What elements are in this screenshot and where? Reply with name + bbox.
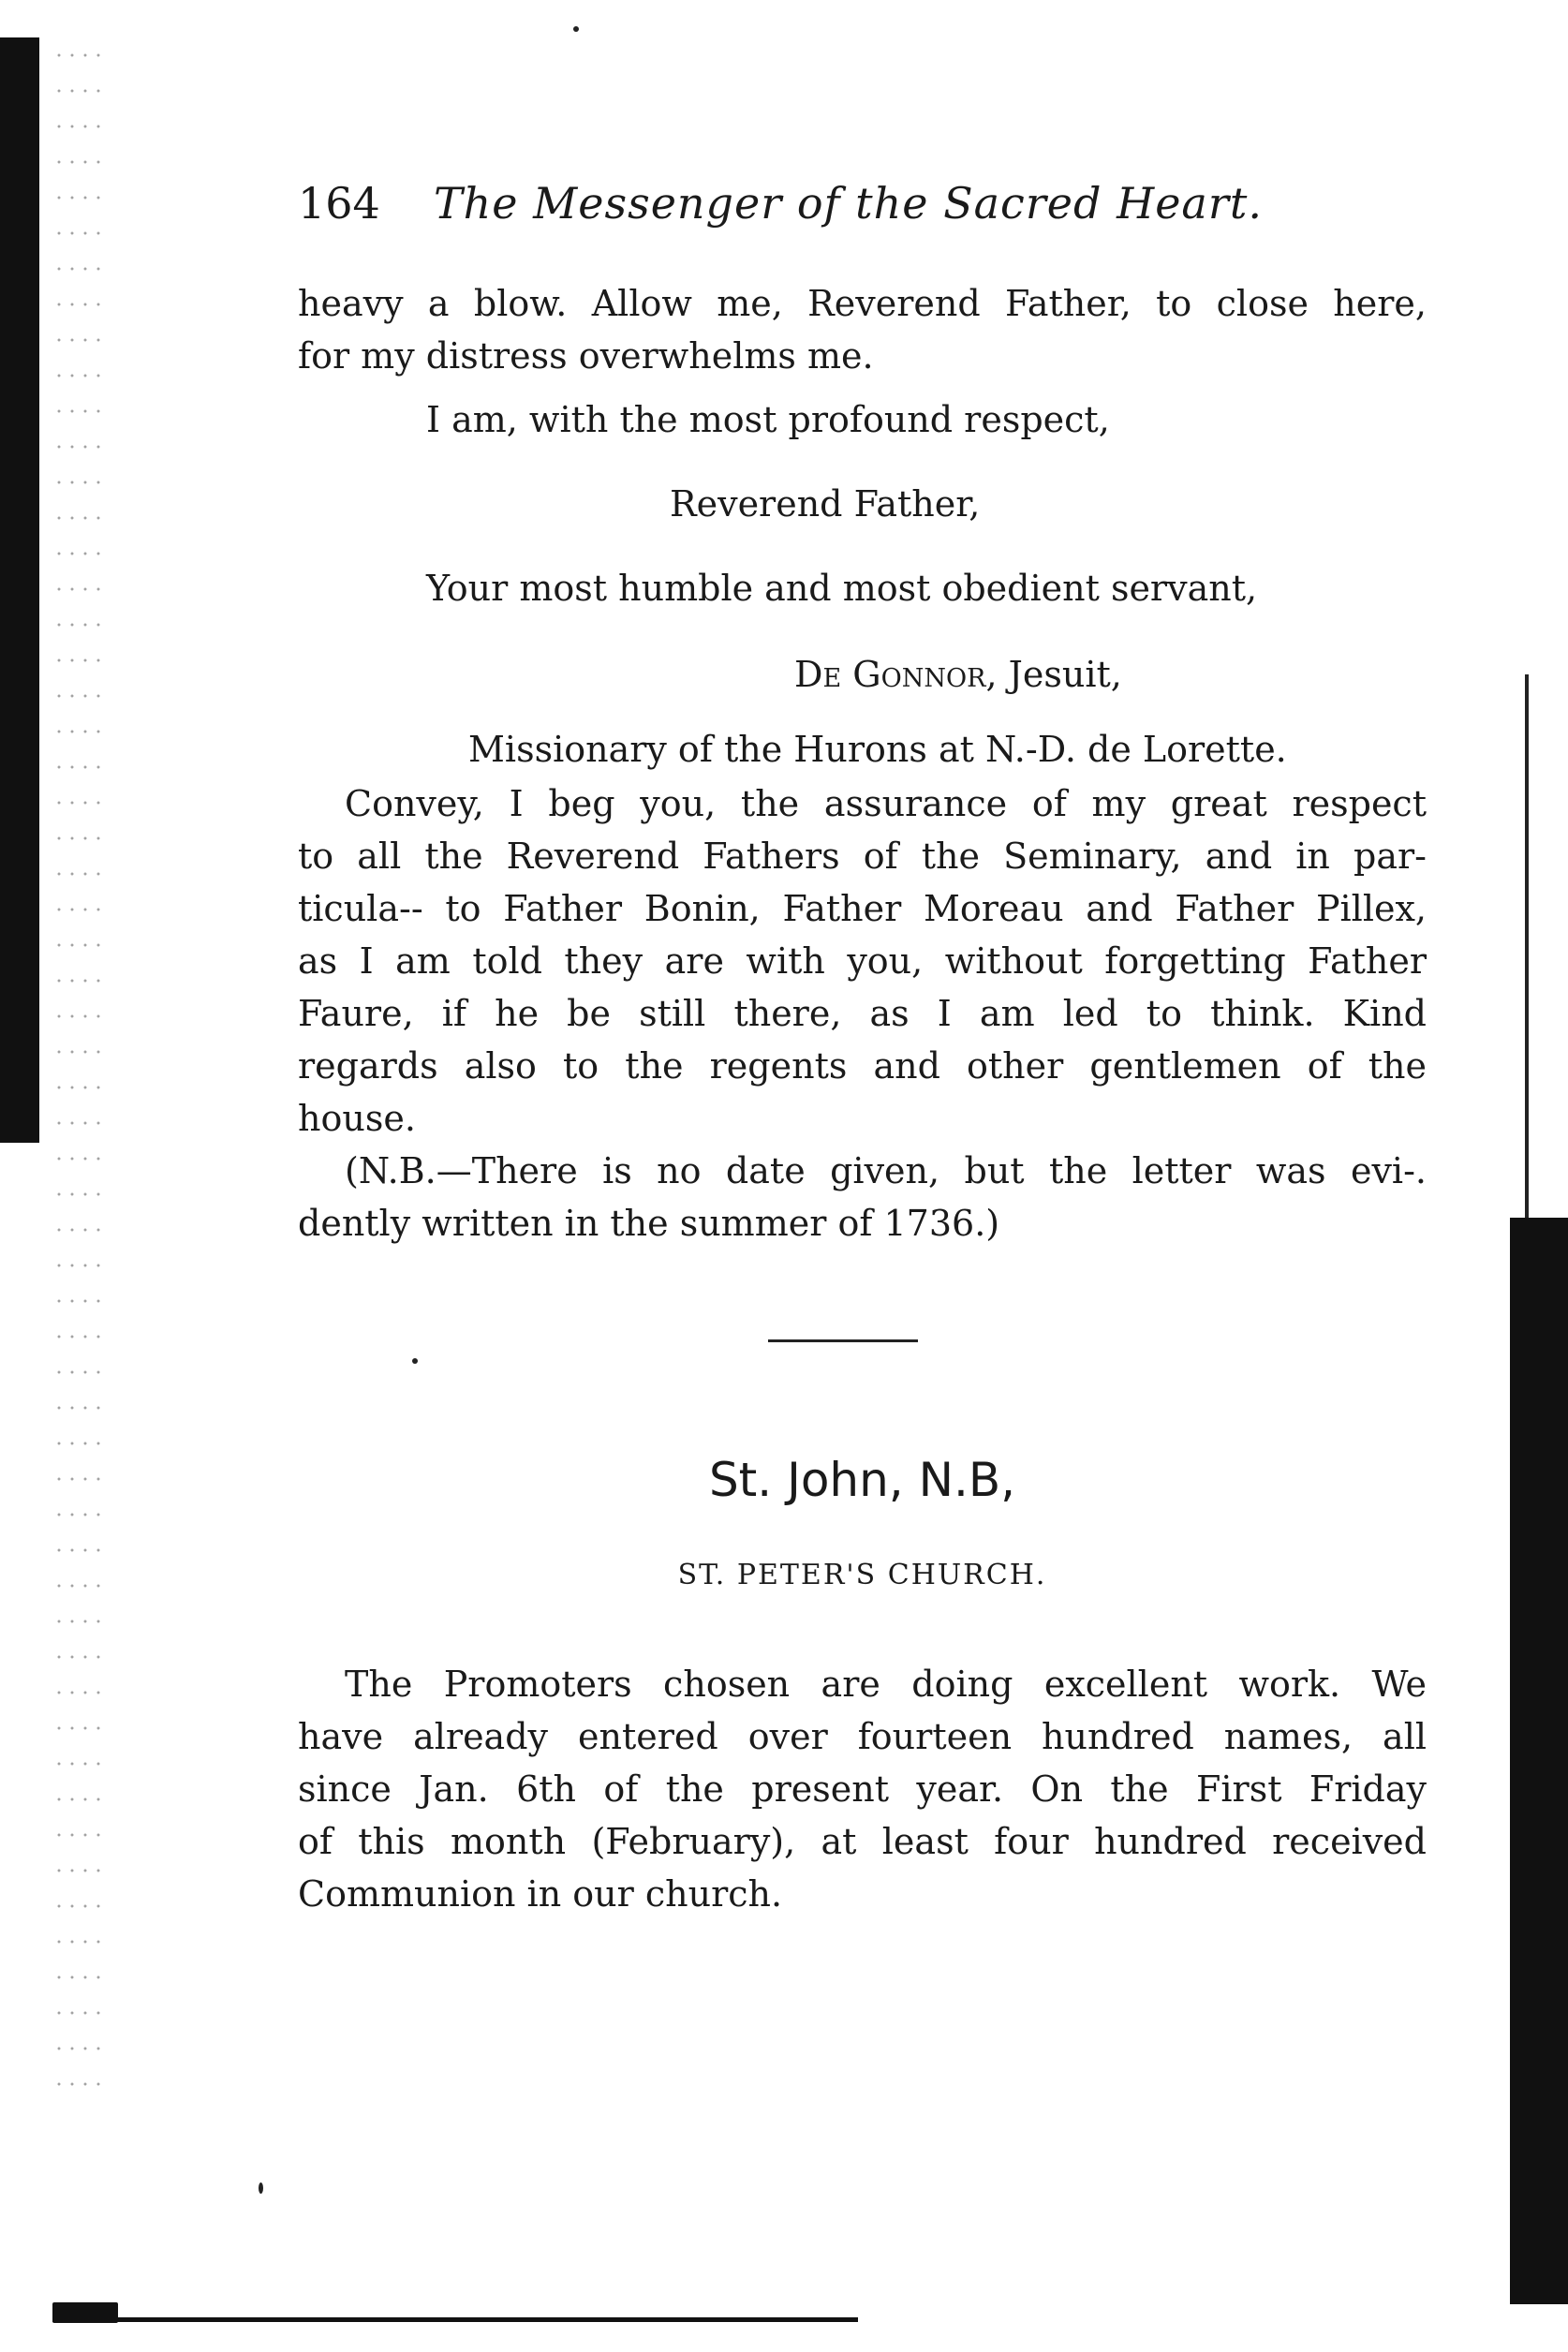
scan-binding-dots <box>52 37 109 2098</box>
text-line: as I am told they are with you, without forgetting Father <box>298 940 1427 982</box>
text-line: since Jan. 6th of the present year. On the First Friday <box>298 1768 1427 1810</box>
scan-edge-right <box>1510 1218 1568 2304</box>
editorial-note <box>298 1145 1427 1250</box>
scan-speck <box>573 26 579 32</box>
text-line: house. <box>298 1098 416 1139</box>
page-number: 164 <box>298 178 380 229</box>
text-line: for my distress overwhelms me. <box>298 335 874 377</box>
report-paragraph <box>298 1658 1427 1920</box>
text-line: dently written in the summer of 1736.) <box>298 1203 1000 1244</box>
running-head <box>298 170 1347 236</box>
text-line: The Promoters chosen are doing excellent work. We <box>345 1664 1427 1705</box>
text-line: Convey, I beg you, the assurance of my great respect <box>345 783 1427 824</box>
scan-speck <box>259 2182 263 2194</box>
signatory <box>794 648 1122 701</box>
scan-speck <box>412 1358 418 1364</box>
section-divider <box>768 1339 918 1342</box>
text-line: regards also to the regents and other gentlemen of the <box>298 1045 1427 1087</box>
text-line: to all the Reverend Fathers of the Seminary, and in par- <box>298 836 1427 877</box>
signatory-suffix: Jesuit, <box>997 654 1122 695</box>
signatory-name: De Gonnor, <box>794 654 998 695</box>
scan-edge-bottom <box>52 2317 858 2322</box>
letter-closing: I am, with the most profound respect, <box>426 399 1110 440</box>
scan-edge-left <box>0 37 39 1143</box>
running-title: The Messenger of the Sacred Heart. <box>434 178 1263 229</box>
postscript-paragraph <box>298 777 1427 1145</box>
text-line: Faure, if he be still there, as I am led to think. Kind <box>298 993 1427 1034</box>
section-title: St. John, N.B, <box>708 1453 1016 1507</box>
letter-ending <box>298 277 1427 382</box>
text-line: Communion in our church. <box>298 1873 783 1915</box>
scan-edge-right-thin <box>1525 674 1529 1255</box>
text-line: ticula-- to Father Bonin, Father Moreau and Father Pillex, <box>298 888 1427 929</box>
letter-address: Reverend Father, <box>670 483 981 525</box>
text-line: (N.B.—There is no date given, but the letter was evi-. <box>345 1150 1427 1191</box>
signatory-role: Missionary of the Hurons at N.-D. de Lorette. <box>468 729 1287 770</box>
letter-courtesy: Your most humble and most obedient servant, <box>426 568 1258 609</box>
text-line: heavy a blow. Allow me, Reverend Father, to close here, <box>298 283 1427 324</box>
section-subtitle: ST. PETER'S CHURCH. <box>677 1559 1047 1591</box>
text-line: of this month (February), at least four hundred received <box>298 1821 1427 1862</box>
text-line: have already entered over fourteen hundred names, all <box>298 1716 1427 1757</box>
